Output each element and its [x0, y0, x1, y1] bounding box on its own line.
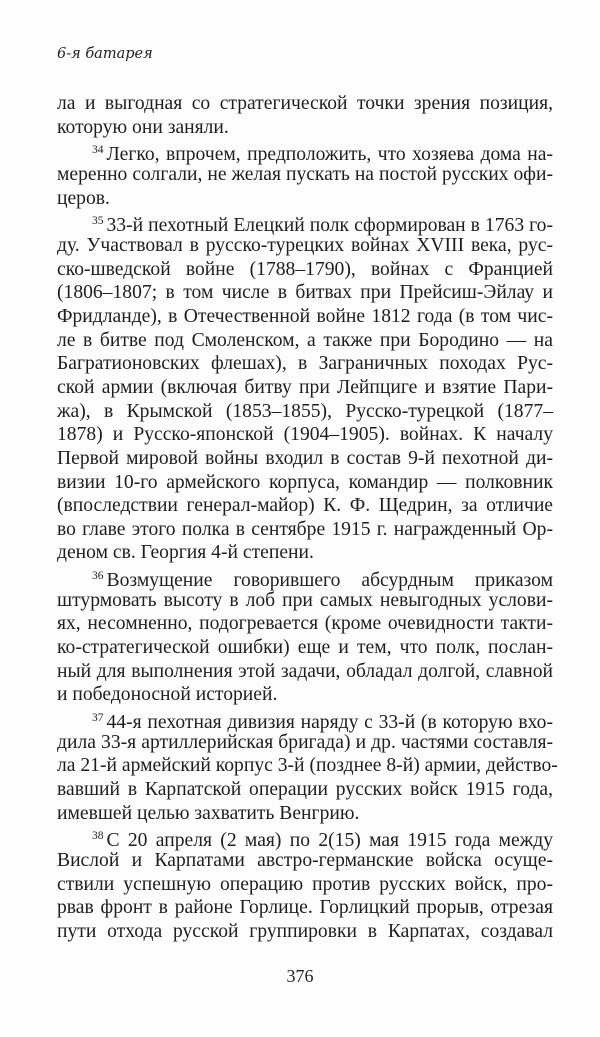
- text-line: которую они заняли.: [57, 116, 229, 138]
- text-line: $^{35}$ 33-й пехотный Елецкий полк сформирован в 1763 го-: [92, 215, 553, 237]
- footnote-number: 35: [92, 215, 104, 228]
- page-number: 376: [286, 966, 314, 986]
- footnote-38: [57, 825, 553, 943]
- footnote-36: [57, 565, 553, 707]
- footnote-number: 37: [92, 712, 104, 725]
- running-head: 6-я батарея: [57, 46, 153, 62]
- text-line: и победоносной историей.: [57, 684, 278, 706]
- footnote-34: [57, 139, 553, 210]
- text-line: ле в битве под Смоленском, а также при Бородино — на: [57, 329, 553, 351]
- text-line: жа), в Крымской (1853–1855), Русско-турецкой (1877–: [57, 400, 553, 422]
- text-line: ской армии (включая битву при Лейпциге и взятие Пари-: [57, 376, 553, 398]
- footnote-37: [57, 707, 558, 825]
- paragraph-continuation: [57, 92, 553, 139]
- text-line: имевшей целью захватить Венгрию.: [57, 802, 360, 824]
- text-line: ду. Участвовал в русско-турецких войнах XVIII века, рус-: [57, 234, 553, 256]
- text-line: ях, несомненно, подогревается (кроме очевидности такти-: [57, 613, 553, 635]
- footnote-number: 38: [92, 830, 104, 843]
- text-line: Первой мировой войны входил в состав 9-й пехотной ди-: [57, 447, 553, 469]
- text-line: пути отхода русской группировки в Карпатах, создавал: [57, 920, 553, 942]
- text-line: меренно солгали, не желая пускать на постой русских офи-: [57, 163, 553, 185]
- text-line: (впоследствии генерал-майор) К. Ф. Щедрин, за отличие: [57, 495, 553, 517]
- text-line: Багратионовских флешах), в Заграничных походах Рус-: [57, 353, 553, 375]
- text-line: во главе этого полка в сентябре 1915 г. награжденный Ор-: [57, 518, 553, 540]
- footnote-35: [57, 210, 553, 565]
- text-line: вавший в Карпатской операции русских войск 1915 года,: [57, 779, 553, 801]
- text-line: штурмовать высоту в лоб при самых невыгодных услови-: [57, 589, 553, 611]
- text-line: ко-стратегической ошибки) еще и тем, что полк, послан-: [57, 637, 553, 659]
- text-line: дила 33-я артиллерийская бригада) и др. частями составля-: [57, 731, 553, 753]
- text-line: Вислой и Карпатами австро-германские войска осуще-: [57, 850, 553, 871]
- text-line: ствили успешную операцию против русских войск, про-: [57, 873, 553, 895]
- text-line: ско-шведской войне (1788–1790), войнах с Францией: [57, 258, 553, 280]
- footnote-number: 34: [92, 144, 104, 157]
- footnotes-text: [57, 92, 558, 944]
- text-line: 1878) и Русско-японской (1904–1905). войнах. К началу: [57, 424, 553, 446]
- text-line: ла и выгодная со стратегической точки зрения позиция,: [57, 93, 553, 114]
- text-line: ный для выполнения этой задачи, обладал долгой, славной: [57, 660, 553, 682]
- text-line: $^{36}$ Возмущение говорившего абсурдным приказом: [92, 570, 553, 592]
- text-line: (1806–1807; в том числе в битвах при Прейсиш-Эйлау и: [57, 282, 553, 304]
- text-line: $^{38}$ С 20 апреля (2 мая) по 2(15) мая 1915 года между: [92, 830, 553, 852]
- text-line: Фридланде), в Отечественной войне 1812 года (в том чис-: [57, 305, 553, 327]
- text-line: визии 10-го армейского корпуса, командир — полковник: [57, 471, 553, 493]
- text-line: $^{37}$ 44-я пехотная дивизия наряду с 33-й (в которую вхо-: [92, 712, 553, 734]
- text-line: $^{34}$ Легко, впрочем, предположить, что хозяева дома на-: [92, 144, 553, 166]
- text-line: рвав фронт в районе Горлице. Горлицкий прорыв, отрезая: [57, 897, 553, 919]
- text-line: деном св. Георгия 4-й степени.: [57, 542, 314, 564]
- footnote-number: 36: [92, 570, 104, 583]
- text-line: ла 21-й армейский корпус 3-й (позднее 8-й) армии, действо-: [57, 755, 558, 777]
- text-line: церов.: [57, 187, 110, 209]
